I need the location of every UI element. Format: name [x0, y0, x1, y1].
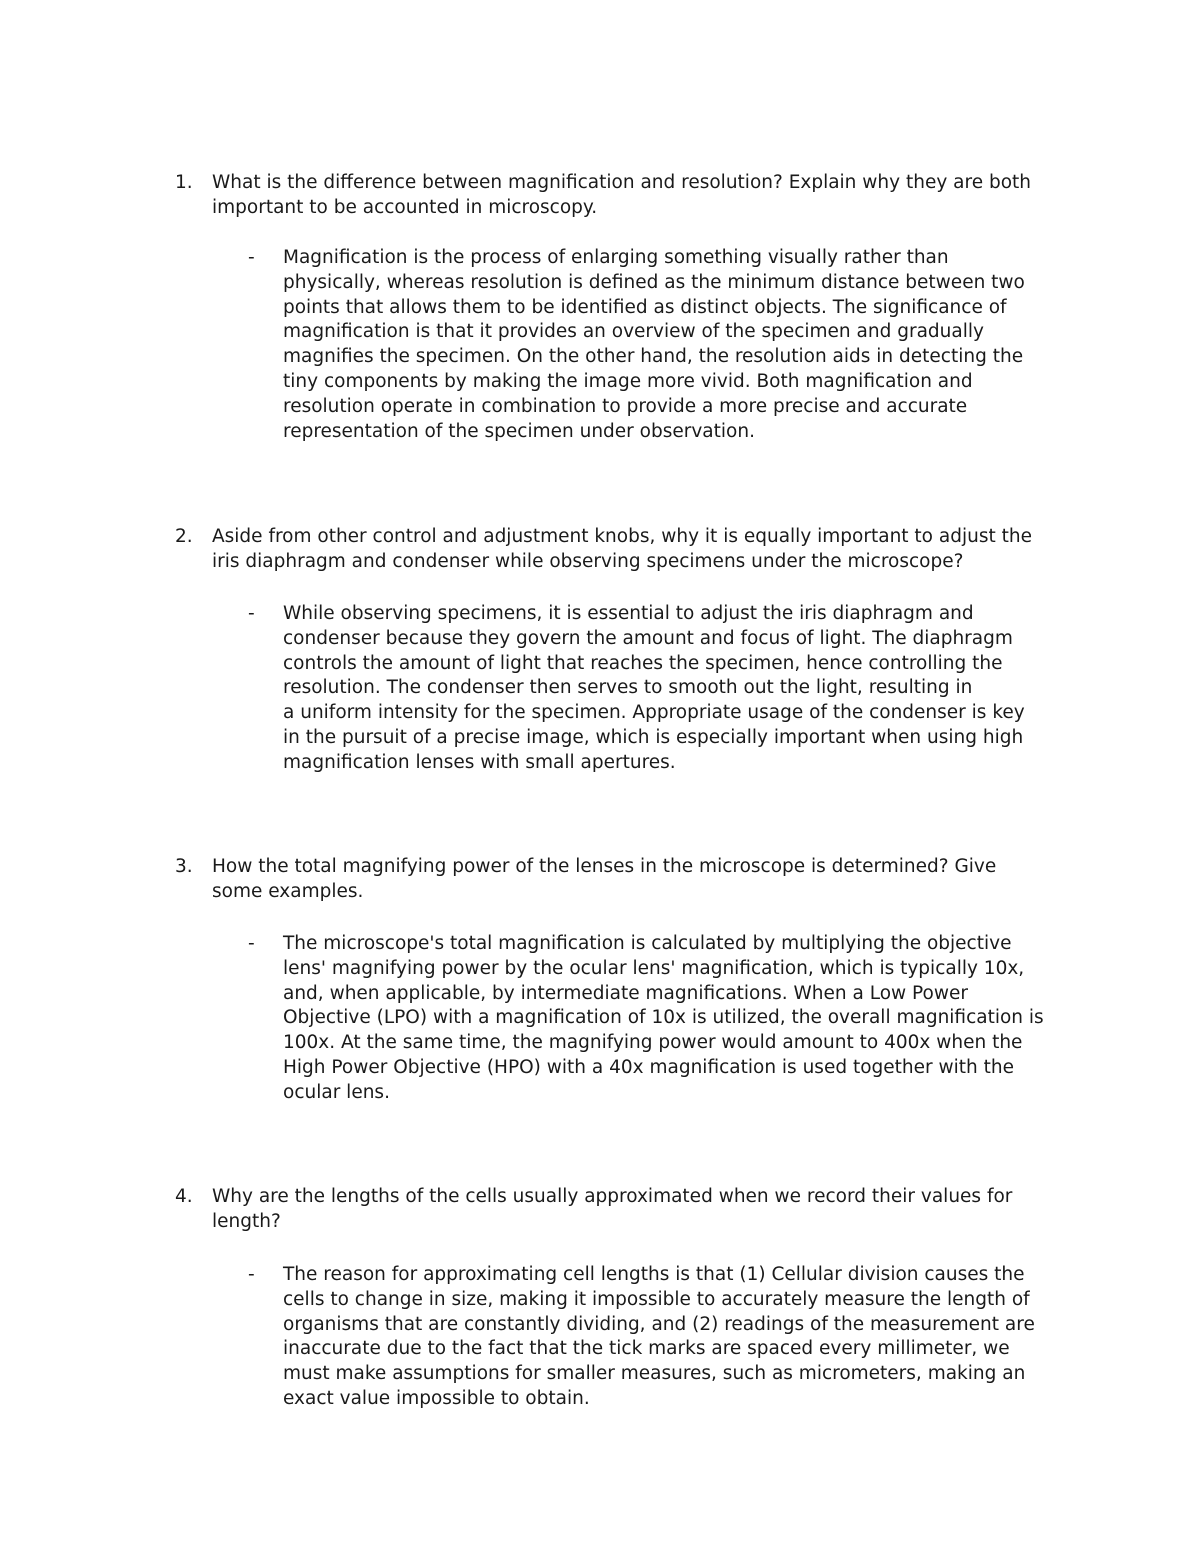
- question-line: Aside from other control and adjustment knobs, why it is equally important to adjust the: [212, 526, 1032, 547]
- answer-line: High Power Objective (HPO) with a 40x magnification is used together with the: [283, 1056, 1014, 1078]
- answer-line: in the pursuit of a precise image, which is especially important when using high: [283, 726, 1024, 748]
- answer-line: controls the amount of light that reaches the specimen, hence controlling the: [283, 652, 1003, 674]
- answer-line: The reason for approximating cell lengths is that (1) Cellular division causes the: [283, 1264, 1025, 1285]
- answer-line: magnifies the specimen. On the other hand, the resolution aids in detecting the: [283, 346, 1024, 368]
- answer-line: a uniform intensity for the specimen. Appropriate usage of the condenser is key: [283, 702, 1025, 724]
- answer-line: exact value impossible to obtain.: [283, 1387, 590, 1409]
- question-number: 4.: [175, 1186, 193, 1207]
- question-line: iris diaphragm and condenser while observing specimens under the microscope?: [212, 550, 964, 572]
- question-line: some examples.: [212, 880, 364, 902]
- answer-bullet: -: [248, 247, 255, 268]
- answer-line: tiny components by making the image more vivid. Both magnification and: [283, 370, 973, 392]
- answer-line: representation of the specimen under observation.: [283, 420, 755, 442]
- answer-line: must make assumptions for smaller measures, such as micrometers, making an: [283, 1363, 1026, 1385]
- answer-line: magnification lenses with small apertures.: [283, 751, 676, 773]
- answer-line: inaccurate due to the fact that the tick marks are spaced every millimeter, we: [283, 1338, 1010, 1360]
- answer-line: ocular lens.: [283, 1081, 390, 1103]
- answer-text: [283, 1263, 1073, 1412]
- question-text: [212, 1185, 1072, 1235]
- question-line: length?: [212, 1210, 281, 1232]
- answer-text: [283, 932, 1073, 1106]
- answer-line: The microscope's total magnification is calculated by multiplying the objective: [283, 933, 1012, 954]
- answer-bullet: -: [248, 603, 255, 624]
- answer-line: resolution. The condenser then serves to smooth out the light, resulting in: [283, 677, 973, 699]
- answer-bullet: -: [248, 933, 255, 954]
- question-line: How the total magnifying power of the lenses in the microscope is determined? Give: [212, 856, 997, 877]
- question-text: [212, 525, 1072, 575]
- answer-line: 100x. At the same time, the magnifying power would amount to 400x when the: [283, 1032, 1023, 1054]
- answer-text: [283, 246, 1073, 444]
- question-line: Why are the lengths of the cells usually approximated when we record their values for: [212, 1186, 1013, 1207]
- answer-line: While observing specimens, it is essential to adjust the iris diaphragm and: [283, 603, 974, 624]
- answer-text: [283, 602, 1073, 776]
- question-line: important to be accounted in microscopy.: [212, 196, 598, 218]
- answer-line: Magnification is the process of enlarging something visually rather than: [283, 247, 949, 268]
- question-number: 3.: [175, 856, 193, 877]
- answer-bullet: -: [248, 1264, 255, 1285]
- question-line: What is the difference between magnification and resolution? Explain why they are both: [212, 172, 1032, 193]
- answer-line: points that allows them to be identified as distinct objects. The significance of: [283, 296, 1007, 318]
- answer-line: magnification is that it provides an overview of the specimen and gradually: [283, 321, 984, 343]
- answer-line: and, when applicable, by intermediate magnifications. When a Low Power: [283, 982, 968, 1004]
- question-text: [212, 855, 1072, 905]
- answer-line: physically, whereas resolution is defined as the minimum distance between two: [283, 271, 1025, 293]
- answer-line: condenser because they govern the amount and focus of light. The diaphragm: [283, 627, 1013, 649]
- question-number: 1.: [175, 172, 193, 193]
- answer-line: resolution operate in combination to provide a more precise and accurate: [283, 395, 968, 417]
- answer-line: organisms that are constantly dividing, and (2) readings of the measurement are: [283, 1313, 1035, 1335]
- question-number: 2.: [175, 526, 193, 547]
- answer-line: Objective (LPO) with a magnification of 10x is utilized, the overall magnification is: [283, 1007, 1044, 1029]
- answer-line: lens' magnifying power by the ocular lens' magnification, which is typically 10x,: [283, 957, 1025, 979]
- question-text: [212, 171, 1072, 221]
- answer-line: cells to change in size, making it impossible to accurately measure the length of: [283, 1288, 1030, 1310]
